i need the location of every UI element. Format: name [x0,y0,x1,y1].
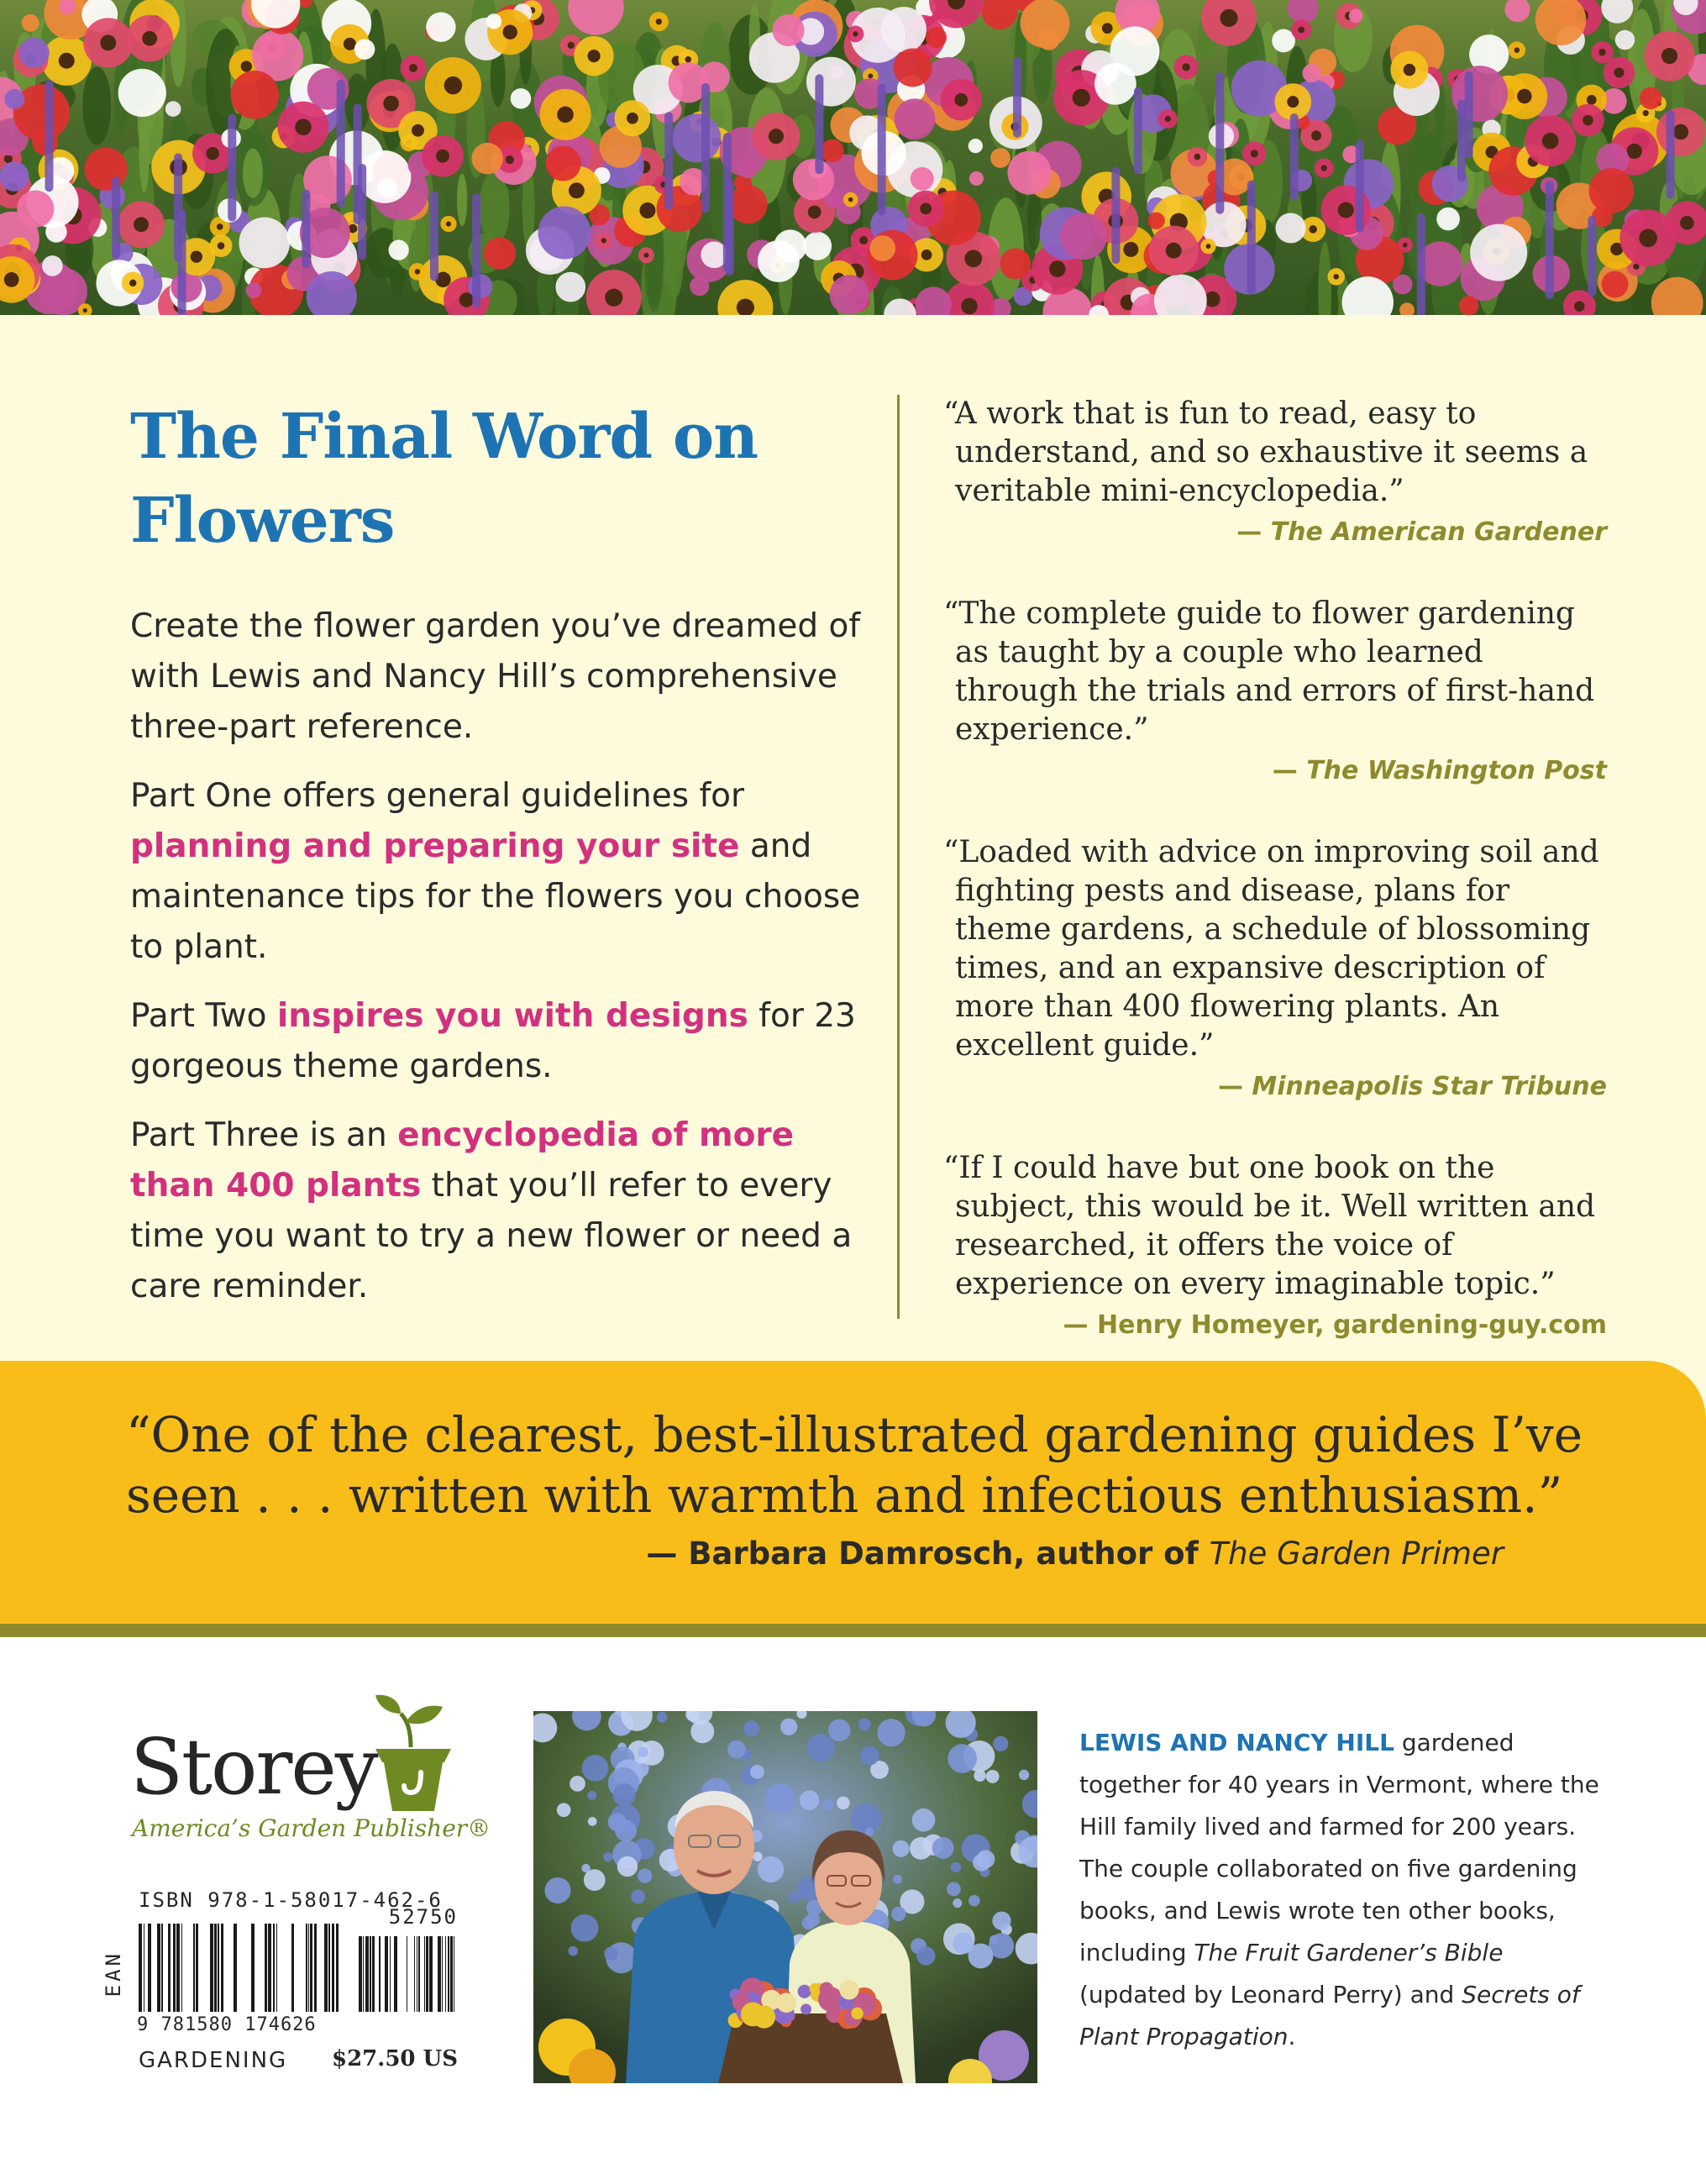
featured-quote-source [126,1536,1504,1572]
author-book-title: Secrets of Plant Propagation [1079,1981,1580,2050]
review-quotes [943,395,1607,1388]
quote-text: “A work that is fun to read, easy to understand, and so exhaustive it seems a veritable mini-encyclopedia.” [943,396,1588,508]
book-price: $27.50 US [332,2046,459,2071]
part-two-highlight: inspires you with designs [276,997,748,1035]
isbn-number: ISBN 978-1-58017-462-6 [139,1888,443,1912]
author-bio-text: . [1288,2023,1296,2050]
part-one-paragraph [130,771,869,973]
barcode-digits: 9 781580 174626 [137,2014,317,2035]
author-photo-illustration [533,1711,1037,2083]
ean-label: EAN [102,1950,125,1998]
part-three-text-end: that you’ll refer to every time you want to try a new flower or need a care reminder. [130,1167,853,1305]
publisher-logo [130,1688,491,1865]
seedling-pot-icon [367,1688,459,1814]
author-bio-text: (updated by Leonard Perry) and [1079,1981,1462,2008]
quote-source-name: Minneapolis Star Tribune [1252,1072,1607,1101]
quote-dash: — [1217,1072,1252,1101]
quote-text: “If I could have but one book on the subject, this would be it. Well written and researched, it offers the voice of experience on every imaginable topic.” [943,1151,1596,1301]
featured-quote-attribution: — Barbara Damrosch, author of [646,1536,1210,1572]
flower-garden-illustration [0,0,1706,315]
part-two-paragraph [130,991,869,1092]
intro-paragraph: Create the flower garden you’ve dreamed of with Lewis and Nancy Hill’s comprehensive three-part reference. [130,607,861,746]
author-bio-text: gardened together for 40 years in Vermont, where the Hill family lived and farmed for 200 years. The couple collaborated on five gardening books, and Lewis wrote ten other books, including [1079,1729,1599,1966]
part-three-text: Part Three is an [130,1116,398,1154]
author-photo [533,1711,1037,2083]
quote-source-name: — Henry Homeyer, gardening-guy.com [1063,1310,1607,1340]
ean-barcode [137,1924,347,2012]
part-one-highlight: planning and preparing your site [130,827,740,865]
quote-text: “The complete guide to flower gardening as taught by a couple who learned through the trials and errors of first-hand experience.” [943,596,1595,747]
part-one-text: Part One offers general guidelines for [130,777,745,815]
publisher-tagline: America’s Garden Publisher® [132,1814,491,1842]
publisher-name: Storey [130,1722,377,1812]
quote-source-name: The Washington Post [1306,756,1607,785]
quote-source-name: The American Gardener [1270,517,1607,547]
review-quote [943,395,1607,551]
part-three-paragraph [130,1110,869,1312]
review-quote [943,833,1607,1105]
featured-quote-text: “One of the clearest, best-illustrated gardening guides I’ve seen . . . written with warmth and infectious enthusiasm.” [126,1406,1583,1524]
price-barcode [357,1936,458,2012]
featured-quote-book: The Garden Primer [1209,1536,1504,1572]
review-quote [943,1149,1607,1344]
review-quote [943,595,1607,790]
part-two-text: Part Two [130,997,277,1035]
author-book-title: The Fruit Gardener’s Bible [1194,1939,1504,1966]
part-one-text-end: and maintenance tips for the flowers you choose to plant. [130,827,861,966]
banner-divider [0,1624,1706,1637]
description-column [130,395,869,1312]
author-name: LEWIS AND NANCY HILL [1079,1729,1394,1756]
part-three-highlight: encyclopedia of more than 400 plants [130,1116,795,1205]
column-divider [897,395,900,1319]
quote-source [943,753,1607,790]
quote-text: “Loaded with advice on improving soil and fighting pests and disease, plans for theme gardens, a schedule of blossoming times, and an expansive description of more than 400 flowering plants. An excellent guide.” [943,835,1599,1063]
quote-dash: — [1236,517,1271,547]
flower-garden-photo [0,0,1706,315]
price-code: 52750 [388,1905,458,1929]
quote-source [943,1307,1607,1344]
headline: The Final Word on Flowers [130,401,759,557]
book-category: GARDENING [139,2048,288,2073]
quote-dash: — [1272,756,1307,785]
quote-source [943,514,1607,551]
author-bio [1079,1722,1617,2058]
part-two-text-end: for 23 gorgeous theme gardens. [130,997,856,1085]
quote-source [943,1068,1607,1105]
